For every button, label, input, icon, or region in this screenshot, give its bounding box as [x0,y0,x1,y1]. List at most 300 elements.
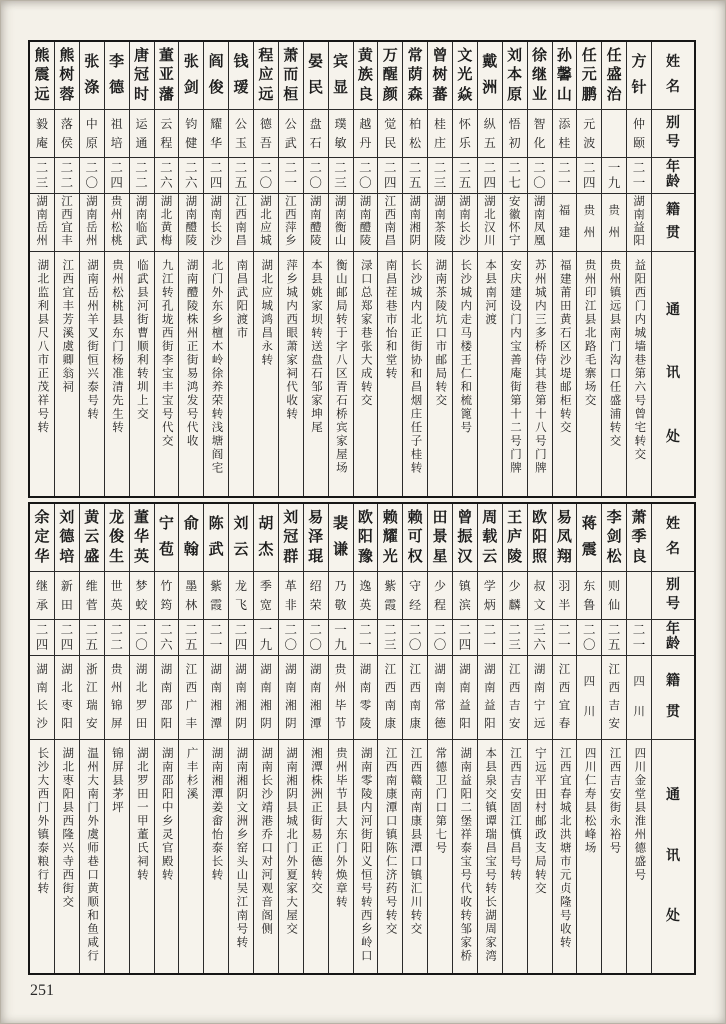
person-address [30,252,54,496]
person-address-text: 四川金堂县淮州德盛号 [633,747,646,882]
person-alias [478,110,502,158]
person-name [528,42,552,110]
person-address [553,740,577,973]
person-age [329,620,353,656]
person-alias [55,110,79,158]
person-column [105,504,130,973]
person-address-text: 广丰杉溪 [185,747,198,801]
person-native-place-text: 湖 南 长 沙 [210,196,222,248]
person-native-place [627,656,651,740]
person-name-text: 易 凤 翔 [556,509,572,565]
person-alias-text: 仲 颐 [633,117,646,150]
person-age [478,158,502,194]
person-age [179,620,203,656]
person-alias [254,110,278,158]
header-column-bottom [652,504,694,973]
person-age-text: 二 三 [433,161,447,190]
person-age [279,620,303,656]
person-native-place-text: 湖 南 湘 阴 [409,196,421,248]
person-age [553,620,577,656]
person-name [229,504,253,572]
person-column [403,504,428,973]
person-column [254,42,279,496]
person-column [627,42,652,496]
person-name [378,42,402,110]
person-address [80,740,104,973]
person-alias-text: 东 鲁 [583,579,596,612]
person-native-place [279,656,303,740]
person-address [204,740,228,973]
person-column [279,42,304,496]
person-name-text: 董 亚 藩 [158,47,174,103]
person-name-text: 龙 俊 生 [109,509,125,565]
person-native-place [229,656,253,740]
column-header-alias [652,110,694,158]
person-name [155,504,179,572]
person-address [602,252,626,496]
person-age-text: 二 一 [558,623,571,652]
person-age-text: 二 四 [458,623,472,652]
person-alias [130,572,154,620]
person-alias-text: 少 程 [434,579,447,612]
person-age-text: 二 〇 [135,623,148,652]
person-column [354,504,379,973]
person-age-text: 二 四 [60,623,74,652]
person-address-text: 江西宜丰芳溪虞卿翁祠 [61,259,74,394]
person-name-text: 徐 继 业 [532,47,548,103]
person-address [179,252,203,496]
person-alias-text: 逸 英 [359,579,372,612]
person-age-text: 一 九 [607,161,621,190]
person-alias [105,572,129,620]
person-age-text: 二 一 [558,161,571,190]
person-name-text: 俞 翰 [183,516,199,558]
person-column [304,504,329,973]
person-address-text: 福建莆田黄石区沙堤邮柜转交 [558,259,571,435]
person-address [155,740,179,973]
person-native-place [329,194,353,252]
person-age-text: 二 五 [458,161,472,190]
column-header-alias-text: 别 号 [666,578,680,612]
person-name [155,42,179,110]
person-age [428,620,452,656]
person-age [528,620,552,656]
person-native-place [528,656,552,740]
person-address [30,740,54,973]
person-age [55,620,79,656]
person-alias-text: 中 原 [85,117,98,150]
person-name-text: 万 醒 颜 [382,47,398,103]
person-age-text: 二 一 [209,623,223,652]
person-column [528,42,553,496]
person-address [528,740,552,973]
person-alias [179,110,203,158]
person-name-text: 文 光 焱 [457,47,473,103]
person-name [602,42,626,110]
person-address-text: 渌口总郑家巷张大成转交 [359,259,372,408]
person-age-text: 二 五 [234,161,248,190]
person-column [30,504,55,973]
person-alias [577,110,601,158]
person-name-text: 孙 馨 山 [556,47,572,103]
person-name-text: 黄 云 盛 [84,509,100,565]
person-age-text: 二 〇 [309,161,322,190]
person-native-place-text: 湖 南 长 沙 [459,196,471,248]
person-native-place [577,194,601,252]
person-column [204,42,229,496]
person-native-place [503,194,527,252]
person-alias-text: 维 菅 [85,579,98,612]
person-native-place-text: 湖 南 湘 阴 [235,663,247,730]
column-header-native-text: 籍 贯 [666,203,680,241]
person-name [503,504,527,572]
person-native-place-text: 湖 北 罗 田 [135,663,148,730]
person-address-text: 江西赣南南康县潭口镇汇川转交 [409,747,422,936]
person-native-place [204,656,228,740]
person-age [378,158,402,194]
person-age-text: 二 五 [85,623,99,652]
person-column [80,504,105,973]
person-native-place [354,194,378,252]
person-age-text: 二 〇 [533,161,546,190]
person-address [130,740,154,973]
person-native-place-text: 浙 江 瑞 安 [86,663,98,730]
person-name [478,42,502,110]
person-address [254,740,278,973]
person-name [130,42,154,110]
person-column [478,504,503,973]
person-alias-text: 落 侯 [60,117,73,150]
person-address-text: 苏州城内三多桥侍其巷第十八号门牌 [533,259,546,475]
person-alias [105,110,129,158]
person-age [80,620,104,656]
person-address-text: 萍乡城内西眼萧家祠代收转 [285,259,298,421]
person-native-place-text: 江 西 南 昌 [235,196,247,248]
person-age [204,158,228,194]
person-alias-text: 紫 霞 [210,579,223,612]
person-name-text: 曾 振 汉 [457,509,473,565]
person-column [105,42,130,496]
person-age-text: 二 三 [384,623,397,652]
person-age-text: 二 七 [508,161,521,190]
person-native-place [30,194,54,252]
person-age [229,620,253,656]
person-alias [453,572,477,620]
person-native-place-text: 湖 南 茶 陵 [434,196,446,248]
person-name-text: 赖 可 权 [407,509,423,565]
person-native-place [254,194,278,252]
person-native-place-text: 江 西 吉 安 [608,663,620,730]
person-address-text: 本县姚家坝转送盘石邹家坤尾 [309,259,322,435]
person-native-place-text: 贵 州 毕 节 [334,663,347,730]
person-native-place-text: 江 西 南 昌 [384,196,397,248]
person-age-text: 二 二 [135,161,148,190]
person-age-text: 二 六 [160,623,173,652]
person-alias [80,110,104,158]
person-alias-text: 叔 文 [533,579,546,612]
person-native-place [378,656,402,740]
person-column [229,42,254,496]
person-column [130,42,155,496]
person-column [30,42,55,496]
person-address-text: 南昌茬巷市怡和堂转 [384,259,397,381]
person-age [304,620,328,656]
person-native-place-text: 湖 南 湘 潭 [309,663,322,730]
person-native-place-text: 湖 南 常 德 [434,663,446,730]
person-name [354,504,378,572]
person-address-text: 湖北枣阳县西隆兴寺西街交 [61,747,74,909]
person-alias-text: 云 程 [160,117,173,150]
person-name [105,504,129,572]
person-alias [155,572,179,620]
person-name-text: 张 剑 [183,54,199,96]
person-native-place-text: 江 西 广 丰 [185,663,198,730]
person-age [130,158,154,194]
person-name-text: 田 景 星 [432,509,448,565]
person-alias-text: 革 非 [284,579,297,612]
person-name-text: 宁 苞 [158,516,174,558]
person-alias-text: 桂 庄 [434,117,447,150]
person-native-place-text: 湖 北 枣 阳 [61,663,73,730]
person-address [453,252,477,496]
person-alias [304,572,328,620]
person-name-text: 赖 耀 光 [382,509,398,565]
person-age [329,158,353,194]
person-name-text: 唐 冠 时 [134,47,150,103]
person-column [229,504,254,973]
person-address-text: 湖南长沙靖港乔口对河观音阁侧 [260,747,273,936]
person-column [553,504,578,973]
person-native-place-text: 湖 南 醴 陵 [309,196,322,248]
person-address-text: 湖南零陵内河街阳义恒号转西乡岭口 [359,747,372,963]
person-name [329,504,353,572]
person-native-place [453,194,477,252]
person-age [403,158,427,194]
person-address-text: 湖南邵阳中乡灵官殿转 [160,747,173,882]
person-age [30,620,54,656]
person-age-text: 二 一 [632,161,646,190]
person-name [577,504,601,572]
person-alias [354,110,378,158]
person-native-place [354,656,378,740]
person-address [627,252,651,496]
person-name-text: 熊 树 蓉 [59,47,75,103]
person-age-text: 二 四 [110,161,123,190]
person-native-place [403,194,427,252]
person-name [30,42,54,110]
person-alias [478,572,502,620]
person-native-place [553,194,577,252]
person-native-place-text: 湖 南 醴 陵 [185,196,198,248]
person-age [577,620,601,656]
person-address-text: 江西吉安街永裕号 [608,747,621,855]
person-alias-text: 钧 健 [185,117,198,150]
person-alias-text: 智 化 [533,117,546,150]
person-address-text: 安庆建设门内宝善庵街第十二号门牌 [508,259,521,475]
person-address [229,252,253,496]
person-native-place-text: 湖 北 应 城 [260,196,272,248]
person-column [155,504,180,973]
person-column [378,504,403,973]
person-native-place [105,656,129,740]
person-alias-text: 绍 荣 [309,579,322,612]
person-name [304,504,328,572]
person-name [428,42,452,110]
person-age-text: 二 二 [60,161,74,190]
person-native-place [304,194,328,252]
person-alias-text: 新 田 [60,579,73,612]
person-native-place [155,656,179,740]
column-header-name-text: 姓 名 [666,54,680,96]
person-native-place-text: 湖 南 岳 州 [36,196,48,248]
person-age-text: 二 〇 [359,161,372,190]
person-age-text: 二 六 [160,161,173,190]
person-name [254,42,278,110]
person-address [503,252,527,496]
person-column [503,504,528,973]
person-address [80,252,104,496]
person-name [553,504,577,572]
person-alias [577,572,601,620]
person-address [354,252,378,496]
person-address-text: 长沙城内北正街协和昌烟庄任子桂转 [409,259,422,475]
column-header-name [652,504,694,572]
person-alias-text: 觉 民 [384,117,397,150]
person-alias [503,110,527,158]
person-column [602,504,627,973]
person-name [503,42,527,110]
person-native-place-text: 福 建 [558,205,571,239]
person-age-text: 二 四 [35,623,49,652]
person-name-text: 任 盛 治 [606,47,622,103]
person-alias-text: 竹 筠 [160,579,173,612]
person-name [428,504,452,572]
person-age-text: 二 一 [483,623,497,652]
person-age [254,158,278,194]
person-name-text: 刘 本 原 [507,47,523,103]
person-alias-text [627,572,651,619]
person-address-text: 湖南茶陵坑口市邮局转交 [434,259,447,408]
person-address-text: 锦屏县茅坪 [110,747,123,815]
person-native-place [503,656,527,740]
person-name-text: 程 应 远 [258,47,274,103]
directory-table-top [28,40,696,498]
person-age [428,158,452,194]
person-address-text: 南昌武阳渡市 [235,259,248,340]
person-alias [130,110,154,158]
person-native-place [378,194,402,252]
person-age-text: 二 〇 [408,623,422,652]
person-native-place [130,656,154,740]
person-name-text: 萧 季 良 [631,509,647,565]
person-address-text: 湖南湘阴文洲乡窑头山吴江南号转 [235,747,248,950]
person-name [80,504,104,572]
person-native-place-text: 湖 南 零 陵 [359,663,372,730]
person-address-text: 衡山邮局转于字八区青石桥宾家屋场 [334,259,347,475]
person-alias [254,572,278,620]
person-age [602,158,626,194]
person-name-text: 刘 云 [233,516,249,558]
person-address-text: 江西南康潭口镇陈仁济药号转交 [384,747,397,936]
person-address [553,252,577,496]
person-alias-text: 祖 培 [110,117,123,150]
person-name [403,42,427,110]
person-address-text: 长沙城内走马楼王仁和梳篦号 [459,259,472,435]
person-name-text: 戴 洲 [482,54,498,96]
person-alias [30,110,54,158]
person-age-text: 二 四 [384,161,397,190]
person-age [105,620,129,656]
person-name [528,504,552,572]
person-age-text: 二 三 [508,623,521,652]
person-native-place [602,656,626,740]
person-age-text: 二 〇 [259,161,273,190]
person-address [354,740,378,973]
person-name-text: 常 荫 森 [407,47,423,103]
person-age [80,158,104,194]
person-address [105,252,129,496]
person-age-text: 二 〇 [85,161,99,190]
person-age [55,158,79,194]
person-native-place [279,194,303,252]
person-alias [279,572,303,620]
person-column [80,42,105,496]
person-alias [602,110,626,158]
person-age [354,620,378,656]
person-name [229,42,253,110]
person-name-text: 陈 武 [208,516,224,558]
person-address [55,740,79,973]
person-age-text: 二 四 [483,161,497,190]
person-alias-text [602,110,626,157]
person-native-place-text: 江 西 宜 丰 [61,196,73,248]
person-alias [627,110,651,158]
person-alias [378,110,402,158]
person-age [254,620,278,656]
person-age [30,158,54,194]
person-native-place-text: 湖 南 宁 远 [533,663,546,730]
person-alias-text: 继 承 [36,579,49,612]
person-address [179,740,203,973]
person-native-place-text: 湖 南 湘 潭 [210,663,222,730]
person-age-text: 二 一 [284,161,298,190]
person-address-text: 湖北应城鸿昌永转 [260,259,273,367]
person-alias [204,110,228,158]
person-age [602,620,626,656]
person-age [503,158,527,194]
person-native-place-text: 江 西 南 康 [384,663,397,730]
person-address-text: 长沙大西门外镇泰粮行转 [36,747,49,896]
person-native-place-text: 湖 北 黄 梅 [160,196,173,248]
person-native-place-text: 湖 南 益 阳 [459,663,471,730]
person-native-place [478,656,502,740]
person-alias [229,572,253,620]
person-age [403,620,427,656]
person-age-text: 一 九 [334,623,347,652]
person-address-text: 贵州镇远县南门沟口任盛浦转交 [608,259,621,448]
person-alias-text: 璞 敏 [334,117,347,150]
person-age [453,158,477,194]
column-header-name-text: 姓 名 [666,516,680,558]
person-name [179,504,203,572]
person-column [528,504,553,973]
person-age [503,620,527,656]
person-name [354,42,378,110]
person-native-place-text: 四 川 [583,675,596,718]
person-alias-text: 梦 蛟 [135,579,148,612]
person-alias [428,572,452,620]
person-address [105,740,129,973]
